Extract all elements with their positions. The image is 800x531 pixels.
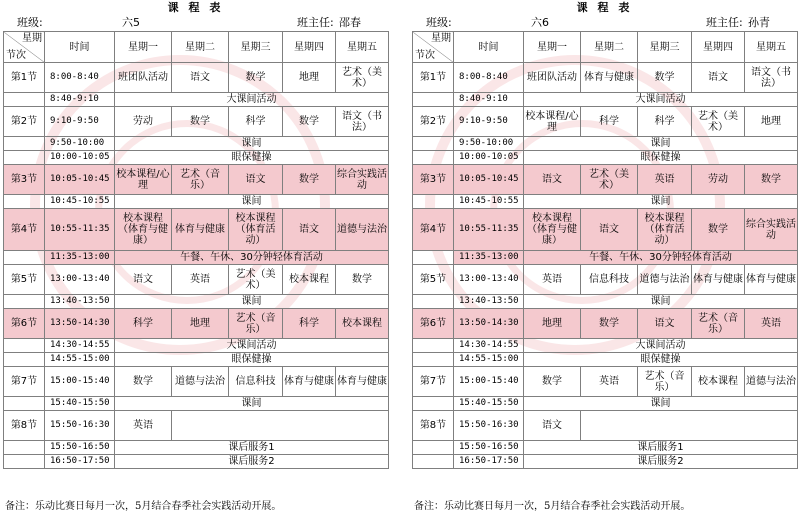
activity-cell: 课间 xyxy=(115,195,389,209)
time-cell: 9:10-9:50 xyxy=(454,107,524,137)
activity-cell: 眼保健操 xyxy=(115,151,389,165)
course-cell: 数学 xyxy=(283,165,336,195)
break-row xyxy=(4,93,389,107)
empty-cell xyxy=(4,93,45,107)
day-header: 星期三 xyxy=(229,32,283,63)
empty-cell xyxy=(4,195,45,209)
time-cell: 10:00-10:05 xyxy=(454,151,524,165)
period-cell: 第5节 xyxy=(413,265,454,295)
course-cell: 体育与健康 xyxy=(581,63,638,93)
time-cell: 13:40-13:50 xyxy=(454,295,524,309)
time-cell: 15:50-16:30 xyxy=(454,411,524,441)
time-cell: 10:00-10:05 xyxy=(45,151,115,165)
activity-cell: 大课间活动 xyxy=(115,339,389,353)
lesson-row xyxy=(4,309,389,339)
time-cell: 10:05-10:45 xyxy=(45,165,115,195)
course-cell: 语文 xyxy=(524,411,581,441)
timetable-title: 课 程 表 xyxy=(576,1,633,14)
corner-cell xyxy=(413,32,454,63)
course-cell: 英语 xyxy=(638,165,692,195)
time-header: 时间 xyxy=(45,32,115,63)
corner-cell xyxy=(4,32,45,63)
class-info-row xyxy=(3,15,388,31)
time-cell: 16:50-17:50 xyxy=(45,455,115,469)
course-cell: 校本课程 xyxy=(336,309,389,339)
timetable-title: 课 程 表 xyxy=(167,1,224,14)
break-row xyxy=(4,339,389,353)
empty-cell xyxy=(413,339,454,353)
break-row xyxy=(4,353,389,367)
lesson-row xyxy=(413,265,798,295)
period-cell: 第2节 xyxy=(413,107,454,137)
period-cell: 第6节 xyxy=(4,309,45,339)
course-cell: 班团队活动 xyxy=(524,63,581,93)
header-row xyxy=(4,32,389,63)
teacher-label: 班主任: xyxy=(297,16,334,29)
course-cell: 校本课程（体育与健康） xyxy=(524,209,581,251)
period-corner-label: 节次 xyxy=(415,50,435,61)
period-cell: 第4节 xyxy=(413,209,454,251)
break-row xyxy=(4,295,389,309)
course-cell: 艺术（音乐） xyxy=(638,367,692,397)
lesson-row xyxy=(413,107,798,137)
day-header: 星期一 xyxy=(524,32,581,63)
period-cell: 第1节 xyxy=(4,63,45,93)
time-cell: 15:50-16:50 xyxy=(454,441,524,455)
day-header: 星期三 xyxy=(638,32,692,63)
break-row xyxy=(413,251,798,265)
course-cell: 地理 xyxy=(745,107,798,137)
empty-cell xyxy=(413,93,454,107)
course-cell: 体育与健康 xyxy=(745,265,798,295)
course-cell: 地理 xyxy=(283,63,336,93)
course-cell: 英语 xyxy=(172,265,229,295)
lesson-row xyxy=(413,367,798,397)
time-cell: 15:50-16:30 xyxy=(45,411,115,441)
class-label: 班级: xyxy=(17,16,43,29)
time-cell: 15:50-16:50 xyxy=(45,441,115,455)
activity-cell: 课间 xyxy=(115,397,389,411)
course-cell: 信息科技 xyxy=(581,265,638,295)
course-cell: 语文 xyxy=(172,63,229,93)
break-row xyxy=(413,455,798,469)
period-cell: 第8节 xyxy=(413,411,454,441)
course-cell: 艺术（美术） xyxy=(229,265,283,295)
course-cell: 校本课程/心理 xyxy=(115,165,172,195)
course-cell: 科学 xyxy=(229,107,283,137)
course-cell: 艺术（音乐） xyxy=(692,309,745,339)
activity-cell: 大课间活动 xyxy=(524,339,798,353)
course-cell: 语文 xyxy=(115,265,172,295)
lesson-row xyxy=(4,165,389,195)
time-cell: 15:40-15:50 xyxy=(454,397,524,411)
course-cell: 数学 xyxy=(229,63,283,93)
course-cell: 综合实践活动 xyxy=(745,209,798,251)
activity-cell: 大课间活动 xyxy=(115,93,389,107)
course-cell: 劳动 xyxy=(692,165,745,195)
activity-cell: 午餐、午休、30分钟轻体育活动 xyxy=(115,251,389,265)
course-cell: 艺术（美术） xyxy=(336,63,389,93)
course-cell: 艺术（音乐） xyxy=(172,165,229,195)
timetable xyxy=(412,31,798,469)
course-cell: 语文 xyxy=(581,209,638,251)
course-cell: 语文 xyxy=(229,165,283,195)
period-cell: 第7节 xyxy=(4,367,45,397)
lesson-row xyxy=(413,165,798,195)
period-cell: 第5节 xyxy=(4,265,45,295)
time-cell: 13:40-13:50 xyxy=(45,295,115,309)
course-cell: 体育与健康 xyxy=(172,209,229,251)
course-cell: 数学 xyxy=(336,265,389,295)
activity-cell: 课后服务2 xyxy=(524,455,798,469)
time-cell: 11:35-13:00 xyxy=(454,251,524,265)
course-cell: 劳动 xyxy=(115,107,172,137)
day-header: 星期四 xyxy=(692,32,745,63)
course-cell: 语文 xyxy=(283,209,336,251)
lesson-row xyxy=(413,411,798,441)
empty-cell xyxy=(581,411,798,441)
day-header: 星期一 xyxy=(115,32,172,63)
course-cell: 艺术（美术） xyxy=(692,107,745,137)
activity-cell: 午餐、午休、30分钟轻体育活动 xyxy=(524,251,798,265)
break-row xyxy=(4,195,389,209)
break-row xyxy=(4,441,389,455)
empty-cell xyxy=(4,397,45,411)
course-cell: 英语 xyxy=(524,265,581,295)
period-corner-label: 节次 xyxy=(6,50,26,61)
course-cell: 数学 xyxy=(581,309,638,339)
time-cell: 9:50-10:00 xyxy=(454,137,524,151)
course-cell: 语文（书法） xyxy=(336,107,389,137)
time-cell: 15:40-15:50 xyxy=(45,397,115,411)
activity-cell: 课间 xyxy=(524,137,798,151)
weekday-corner-label: 星期 xyxy=(431,33,451,44)
course-cell: 综合实践活动 xyxy=(336,165,389,195)
course-cell: 数学 xyxy=(524,367,581,397)
teacher-label: 班主任: xyxy=(706,16,743,29)
period-cell: 第7节 xyxy=(413,367,454,397)
time-cell: 14:55-15:00 xyxy=(454,353,524,367)
empty-cell xyxy=(413,137,454,151)
time-cell: 13:50-14:30 xyxy=(454,309,524,339)
day-header: 星期四 xyxy=(283,32,336,63)
time-header: 时间 xyxy=(454,32,524,63)
break-row xyxy=(4,251,389,265)
footnote: 备注：乐动比赛日每月一次，5月结合春季社会实践活动开展。 xyxy=(5,501,282,512)
lesson-row xyxy=(4,411,389,441)
lesson-row xyxy=(413,309,798,339)
lesson-row xyxy=(4,367,389,397)
course-cell: 地理 xyxy=(524,309,581,339)
time-cell: 9:50-10:00 xyxy=(45,137,115,151)
break-row xyxy=(4,137,389,151)
period-cell: 第4节 xyxy=(4,209,45,251)
break-row xyxy=(413,137,798,151)
time-cell: 10:45-10:55 xyxy=(454,195,524,209)
teacher-name: 孙青 xyxy=(748,16,770,29)
period-cell: 第1节 xyxy=(413,63,454,93)
time-cell: 14:30-14:55 xyxy=(454,339,524,353)
time-cell: 10:05-10:45 xyxy=(454,165,524,195)
time-cell: 8:40-9:10 xyxy=(454,93,524,107)
course-cell: 语文 xyxy=(638,309,692,339)
course-cell: 语文（书法） xyxy=(745,63,798,93)
time-cell: 16:50-17:50 xyxy=(454,455,524,469)
time-cell: 14:55-15:00 xyxy=(45,353,115,367)
weekday-corner-label: 星期 xyxy=(22,33,42,44)
period-cell: 第8节 xyxy=(4,411,45,441)
time-cell: 13:00-13:40 xyxy=(45,265,115,295)
course-cell: 数学 xyxy=(283,107,336,137)
empty-cell xyxy=(172,411,389,441)
class-name: 六6 xyxy=(531,16,549,29)
activity-cell: 大课间活动 xyxy=(524,93,798,107)
course-cell: 校本课程（体育与健康） xyxy=(115,209,172,251)
break-row xyxy=(413,353,798,367)
course-cell: 道德与法治 xyxy=(745,367,798,397)
activity-cell: 课后服务1 xyxy=(524,441,798,455)
class-info-row xyxy=(412,15,797,31)
period-cell: 第6节 xyxy=(413,309,454,339)
time-cell: 15:00-15:40 xyxy=(454,367,524,397)
course-cell: 数学 xyxy=(745,165,798,195)
activity-cell: 课间 xyxy=(524,295,798,309)
course-cell: 科学 xyxy=(581,107,638,137)
activity-cell: 眼保健操 xyxy=(524,353,798,367)
empty-cell xyxy=(413,353,454,367)
time-cell: 11:35-13:00 xyxy=(45,251,115,265)
course-cell: 体育与健康 xyxy=(283,367,336,397)
class-name: 六5 xyxy=(122,16,140,29)
empty-cell xyxy=(4,295,45,309)
break-row xyxy=(413,441,798,455)
break-row xyxy=(4,397,389,411)
activity-cell: 课间 xyxy=(524,397,798,411)
empty-cell xyxy=(4,137,45,151)
activity-cell: 课间 xyxy=(115,137,389,151)
course-cell: 科学 xyxy=(115,309,172,339)
period-cell: 第3节 xyxy=(4,165,45,195)
break-row xyxy=(413,295,798,309)
empty-cell xyxy=(413,397,454,411)
day-header: 星期二 xyxy=(172,32,229,63)
course-cell: 道德与法治 xyxy=(336,209,389,251)
course-cell: 数学 xyxy=(115,367,172,397)
timetable xyxy=(3,31,389,469)
course-cell: 艺术（美术） xyxy=(581,165,638,195)
empty-cell xyxy=(4,151,45,165)
course-cell: 艺术（音乐） xyxy=(229,309,283,339)
course-cell: 英语 xyxy=(581,367,638,397)
course-cell: 校本课程（体育活动） xyxy=(638,209,692,251)
lesson-row xyxy=(413,209,798,251)
lesson-row xyxy=(4,63,389,93)
header-row xyxy=(413,32,798,63)
time-cell: 10:45-10:55 xyxy=(45,195,115,209)
lesson-row xyxy=(4,265,389,295)
empty-cell xyxy=(4,251,45,265)
course-cell: 校本课程 xyxy=(283,265,336,295)
course-cell: 体育与健康 xyxy=(692,265,745,295)
time-cell: 8:00-8:40 xyxy=(454,63,524,93)
course-cell: 数学 xyxy=(172,107,229,137)
empty-cell xyxy=(413,151,454,165)
activity-cell: 课间 xyxy=(115,295,389,309)
course-cell: 班团队活动 xyxy=(115,63,172,93)
activity-cell: 课间 xyxy=(524,195,798,209)
course-cell: 科学 xyxy=(638,107,692,137)
empty-cell xyxy=(413,441,454,455)
break-row xyxy=(413,397,798,411)
break-row xyxy=(4,151,389,165)
break-row xyxy=(413,151,798,165)
course-cell: 校本课程 xyxy=(692,367,745,397)
class-label: 班级: xyxy=(426,16,452,29)
timetable-panel-left xyxy=(3,0,388,469)
empty-cell xyxy=(413,455,454,469)
day-header: 星期五 xyxy=(745,32,798,63)
timetable-panel-right xyxy=(412,0,797,469)
time-cell: 13:00-13:40 xyxy=(454,265,524,295)
time-cell: 9:10-9:50 xyxy=(45,107,115,137)
activity-cell: 眼保健操 xyxy=(524,151,798,165)
course-cell: 英语 xyxy=(745,309,798,339)
course-cell: 信息科技 xyxy=(229,367,283,397)
lesson-row xyxy=(4,209,389,251)
day-header: 星期二 xyxy=(581,32,638,63)
empty-cell xyxy=(4,455,45,469)
course-cell: 地理 xyxy=(172,309,229,339)
break-row xyxy=(413,339,798,353)
course-cell: 英语 xyxy=(115,411,172,441)
day-header: 星期五 xyxy=(336,32,389,63)
time-cell: 15:00-15:40 xyxy=(45,367,115,397)
lesson-row xyxy=(413,63,798,93)
footnote: 备注：乐动比赛日每月一次，5月结合春季社会实践活动开展。 xyxy=(414,501,691,512)
empty-cell xyxy=(413,195,454,209)
period-cell: 第3节 xyxy=(413,165,454,195)
empty-cell xyxy=(4,441,45,455)
time-cell: 10:55-11:35 xyxy=(45,209,115,251)
activity-cell: 课后服务2 xyxy=(115,455,389,469)
empty-cell xyxy=(4,339,45,353)
course-cell: 道德与法治 xyxy=(172,367,229,397)
course-cell: 校本课程（体育活动） xyxy=(229,209,283,251)
course-cell: 语文 xyxy=(524,165,581,195)
course-cell: 体育与健康 xyxy=(336,367,389,397)
break-row xyxy=(413,93,798,107)
empty-cell xyxy=(413,295,454,309)
time-cell: 8:00-8:40 xyxy=(45,63,115,93)
time-cell: 13:50-14:30 xyxy=(45,309,115,339)
time-cell: 10:55-11:35 xyxy=(454,209,524,251)
break-row xyxy=(4,455,389,469)
course-cell: 数学 xyxy=(692,209,745,251)
course-cell: 语文 xyxy=(692,63,745,93)
period-cell: 第2节 xyxy=(4,107,45,137)
time-cell: 8:40-9:10 xyxy=(45,93,115,107)
empty-cell xyxy=(413,251,454,265)
lesson-row xyxy=(4,107,389,137)
course-cell: 数学 xyxy=(638,63,692,93)
course-cell: 校本课程/心理 xyxy=(524,107,581,137)
time-cell: 14:30-14:55 xyxy=(45,339,115,353)
course-cell: 科学 xyxy=(283,309,336,339)
break-row xyxy=(413,195,798,209)
teacher-name: 邵春 xyxy=(339,16,361,29)
empty-cell xyxy=(4,353,45,367)
course-cell: 道德与法治 xyxy=(638,265,692,295)
activity-cell: 眼保健操 xyxy=(115,353,389,367)
activity-cell: 课后服务1 xyxy=(115,441,389,455)
